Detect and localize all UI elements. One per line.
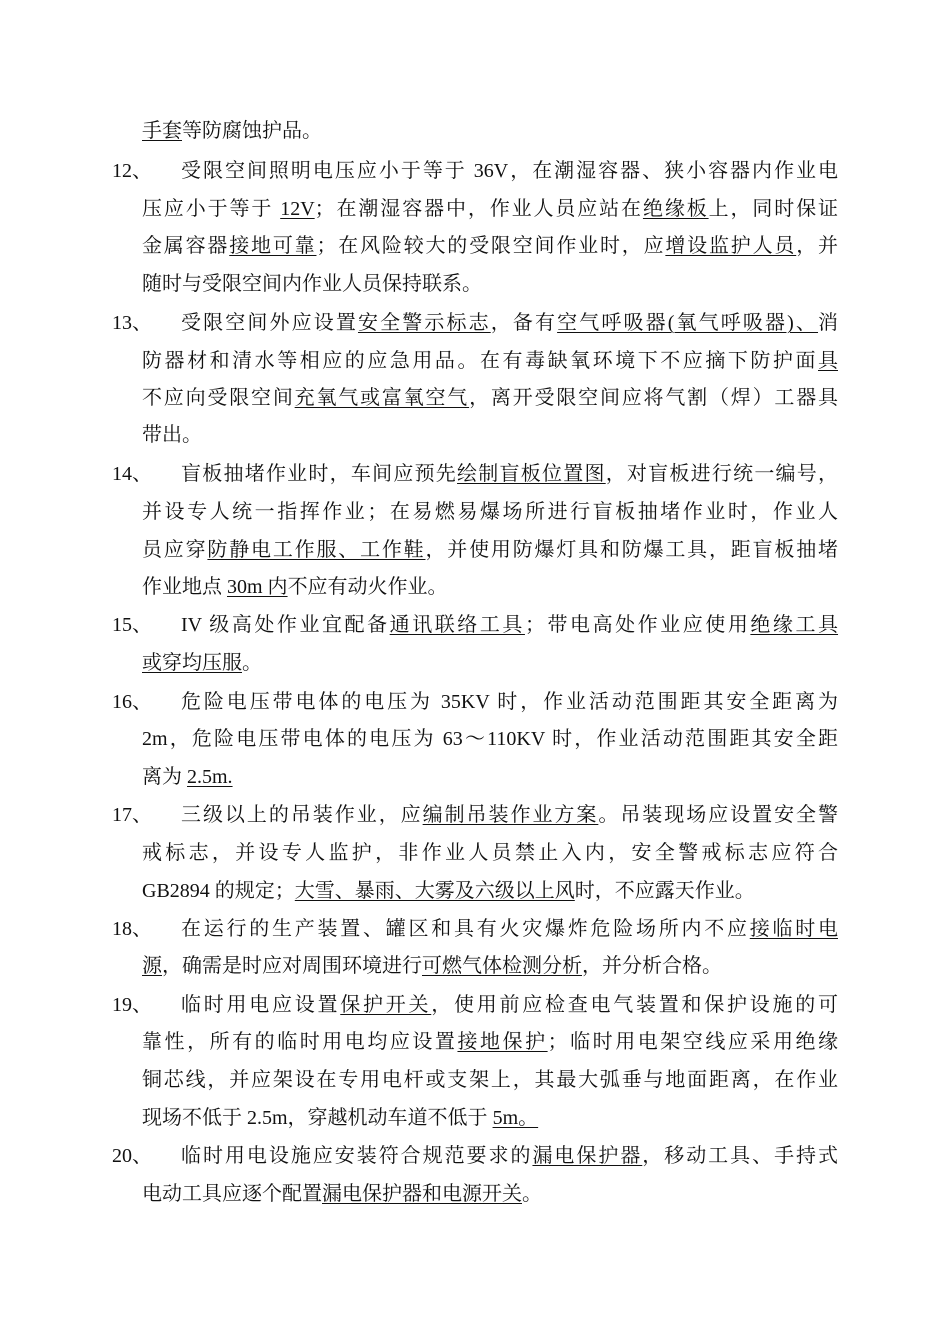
text-line <box>181 916 838 942</box>
text-run: ；带电高处作业应使用 <box>524 614 751 636</box>
underlined-text: 绝缘板 <box>642 198 709 220</box>
text-run: ，离开受限空间应将气割（焊）工器具 <box>469 387 839 409</box>
text-line <box>142 840 838 866</box>
text-run: ；在潮湿容器中，作业人员应站在 <box>314 198 643 220</box>
underlined-text: 增设监护人员 <box>665 235 797 257</box>
text-run: 离为 <box>142 766 187 788</box>
text-run: 临时用电应设置 <box>181 994 341 1016</box>
text-run: 时，不应露天作业。 <box>574 880 755 902</box>
text-run: GB2894 的规定； <box>142 880 295 902</box>
underlined-text: 大雪、暴雨、大雾及六级以上风 <box>294 880 575 902</box>
text-run: 。 <box>522 1183 542 1205</box>
underlined-text: 漏电保护器 <box>532 1145 643 1167</box>
text-run: 受限空间外应设置 <box>181 312 358 334</box>
text-run: 不应有动火作业。 <box>287 576 448 598</box>
item-number: 13、 <box>112 312 152 334</box>
text-run: 不应向受限空间 <box>142 387 295 409</box>
text-run: 受限空间照明电压应小于等于 36V，在潮湿容器、狭小容器内作业电 <box>181 160 838 182</box>
text-line <box>142 422 838 448</box>
underlined-text: 接临时电 <box>749 918 838 940</box>
text-line <box>142 196 838 222</box>
underlined-text: 空气呼吸器(氧气呼吸器)、 <box>557 312 819 334</box>
text-run: ，确需是时应对周围环境进行 <box>162 955 422 977</box>
text-run: 消 <box>818 312 839 334</box>
text-run: ，使用前应检查电气装置和保护设施的可 <box>431 994 838 1016</box>
text-line <box>142 499 838 525</box>
text-run: 。 <box>242 652 262 674</box>
text-line <box>142 233 838 259</box>
text-line <box>181 992 838 1018</box>
text-run: 铜芯线，并应架设在专用电杆或支架上，其最大弧垂与地面距离，在作业 <box>142 1069 838 1091</box>
text-line <box>181 158 838 184</box>
text-run: 2m，危险电压带电体的电压为 63～110KV 时，作业活动范围距其安全距 <box>142 728 838 750</box>
text-line <box>181 1143 838 1169</box>
item-number: 17、 <box>112 804 152 826</box>
text-run: ；在风险较大的受限空间作业时，应 <box>316 235 666 257</box>
text-line <box>142 348 838 374</box>
text-run: ，并使用防爆灯具和防爆工具，距盲板抽堵 <box>425 539 839 561</box>
text-run: 防器材和清水等相应的应急用品。在有毒缺氧环境下不应摘下防护面 <box>142 350 818 372</box>
underlined-text: 5m。 <box>492 1107 539 1129</box>
text-run: ，对盲板进行统一编号， <box>605 463 839 485</box>
text-line <box>142 726 838 752</box>
item-number: 18、 <box>112 918 152 940</box>
underlined-text: 漏电保护器和电源开关 <box>322 1183 522 1205</box>
underlined-text: 或穿均压服 <box>142 652 242 674</box>
underlined-text: 安全警示标志 <box>357 312 491 334</box>
text-line <box>142 574 838 600</box>
text-line <box>181 612 838 638</box>
text-line <box>142 878 838 904</box>
text-line <box>181 461 838 487</box>
underlined-text: 源 <box>142 955 162 977</box>
text-run: 上，同时保证 <box>708 198 839 220</box>
underlined-text: 防静电工作服、工作鞋 <box>207 539 426 561</box>
text-run: IV 级高处作业宜配备 <box>181 614 390 636</box>
text-run: 压应小于等于 <box>142 198 281 220</box>
underlined-text: 12V <box>280 198 315 220</box>
text-line <box>142 1181 838 1207</box>
text-line <box>142 650 838 676</box>
text-line <box>142 764 838 790</box>
underlined-text: 具 <box>818 350 838 372</box>
text-line <box>142 1029 838 1055</box>
text-line <box>142 1105 838 1131</box>
text-line <box>142 953 838 979</box>
underlined-text: 可燃气体检测分析 <box>422 955 582 977</box>
text-run: 等防腐蚀护品。 <box>182 120 322 142</box>
item-number: 16、 <box>112 691 152 713</box>
text-run: 带出。 <box>142 424 202 446</box>
underlined-text: 编制吊装作业方案 <box>422 804 599 826</box>
text-line <box>181 802 838 828</box>
underlined-text: 绘制盲板位置图 <box>457 463 606 485</box>
item-number: 14、 <box>112 463 152 485</box>
text-run: ，移动工具、手持式 <box>642 1145 839 1167</box>
underlined-text: 2.5m. <box>187 766 233 788</box>
text-run: 三级以上的吊装作业，应 <box>181 804 423 826</box>
text-run: 靠性，所有的临时用电均应设置 <box>142 1031 458 1053</box>
text-run: 并设专人统一指挥作业；在易燃易爆场所进行盲板抽堵作业时，作业人 <box>142 501 838 523</box>
underlined-text: 手套 <box>142 120 182 142</box>
text-run: 危险电压带电体的电压为 35KV 时，作业活动范围距其安全距离为 <box>181 691 838 713</box>
text-run: 员应穿 <box>142 539 208 561</box>
text-run: ，并分析合格。 <box>582 955 722 977</box>
underlined-text: 接地可靠 <box>229 235 317 257</box>
text-line <box>142 385 838 411</box>
text-run: ；临时用电架空线应采用绝缘 <box>547 1031 839 1053</box>
text-run: 作业地点 <box>142 576 227 598</box>
text-run: ，并 <box>796 235 839 257</box>
item-number: 19、 <box>112 994 152 1016</box>
item-number: 12、 <box>112 160 152 182</box>
text-run: 盲板抽堵作业时，车间应预先 <box>181 463 458 485</box>
text-line <box>142 118 838 144</box>
text-line <box>142 1067 838 1093</box>
text-line <box>142 271 838 297</box>
text-run: 戒标志，并设专人监护，非作业人员禁止入内，安全警戒标志应符合 <box>142 842 838 864</box>
text-run: 现场不低于 2.5m，穿越机动车道不低于 <box>142 1107 493 1129</box>
text-run: 随时与受限空间内作业人员保持联系。 <box>142 273 482 295</box>
underlined-text: 保护开关 <box>340 994 432 1016</box>
underlined-text: 接地保护 <box>457 1031 548 1053</box>
item-number: 15、 <box>112 614 152 636</box>
underlined-text: 充氧气或富氧空气 <box>294 387 470 409</box>
text-line <box>181 689 838 715</box>
text-line <box>181 310 838 336</box>
text-run: 在运行的生产装置、罐区和具有火灾爆炸危险场所内不应 <box>181 918 750 940</box>
text-run: 金属容器 <box>142 235 230 257</box>
underlined-text: 通讯联络工具 <box>389 614 525 636</box>
text-run: 。吊装现场应设置安全警 <box>598 804 839 826</box>
text-run: 临时用电设施应安装符合规范要求的 <box>181 1145 533 1167</box>
underlined-text: 30m 内 <box>227 576 288 598</box>
text-run: 电动工具应逐个配置 <box>142 1183 322 1205</box>
text-line <box>142 537 838 563</box>
text-run: ，备有 <box>490 312 558 334</box>
underlined-text: 绝缘工具 <box>750 614 839 636</box>
item-number: 20、 <box>112 1145 152 1167</box>
